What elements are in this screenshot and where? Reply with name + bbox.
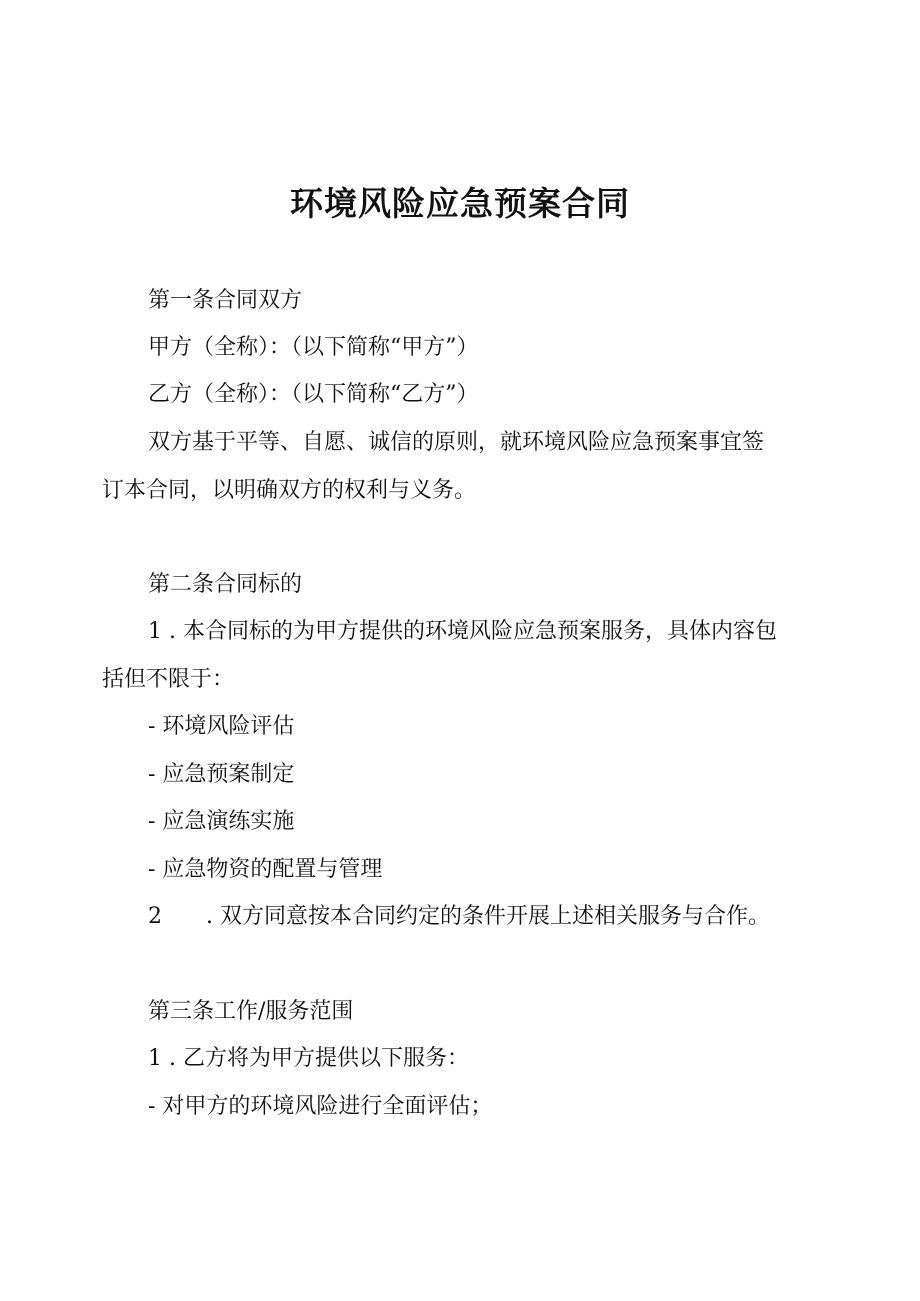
list-item: - 环境风险评估 xyxy=(148,714,295,739)
preamble-line-2: 订本合同，以明确双方的权利与义务。 xyxy=(102,478,477,503)
article-1-heading: 第一条合同双方 xyxy=(148,288,303,313)
article-2-clause-1-line-2: 括但不限于： xyxy=(102,667,235,692)
list-item: - 应急预案制定 xyxy=(148,762,295,787)
preamble-line-1: 双方基于平等、自愿、诚信的原则，就环境风险应急预案事宜签 xyxy=(148,430,765,455)
article-2-clause-1-line-1: 1 . 本合同标的为甲方提供的环境风险应急预案服务，具体内容包 xyxy=(148,619,777,644)
list-item: - 应急演练实施 xyxy=(148,809,295,834)
article-3-clause-1: 1 . 乙方将为甲方提供以下服务： xyxy=(148,1046,469,1071)
article-3-heading: 第三条工作/服务范围 xyxy=(148,999,354,1024)
list-item: - 应急物资的配置与管理 xyxy=(148,857,383,882)
article-2-clause-2: 2 . 双方同意按本合同约定的条件开展上述相关服务与合作。 xyxy=(148,904,770,929)
party-a-line: 甲方（全称）：（以下简称“甲方”） xyxy=(148,335,479,360)
document-title: 环境风险应急预案合同 xyxy=(290,184,630,223)
list-item: - 对甲方的环境风险进行全面评估； xyxy=(148,1094,493,1119)
party-b-line: 乙方（全称）：（以下简称“乙方”） xyxy=(148,382,479,407)
article-2-heading: 第二条合同标的 xyxy=(148,572,303,597)
